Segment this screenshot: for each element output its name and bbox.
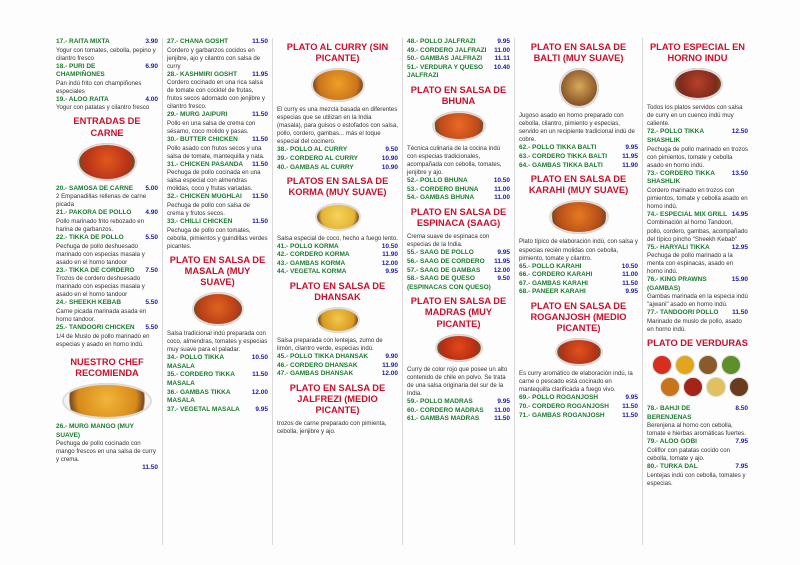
item-price: 12.00 [493,266,510,274]
item-name: 38.- POLLO AL CURRY [277,146,348,154]
item-name: 27.- CHANA GOSHT [167,38,229,45]
menu-item [407,275,510,292]
menu-item [519,263,638,272]
menu-item [407,267,510,276]
item-price: 10.50 [621,262,638,270]
item-name: 59.- POLLO MADRAS [407,397,473,405]
menu-item [407,258,510,267]
menu-column-1 [52,38,162,545]
item-price: 10.90 [381,155,398,163]
item-description: Yogur con tomates, cebolla, pepino y cilantro fresco [56,46,156,62]
item-name: 34.- POLLO TIKKA MASALA [167,354,224,370]
menu-item [277,353,398,362]
menu-item [277,164,398,173]
item-name: 43.- GAMBAS KORMA [277,259,346,267]
item-name: 63.- CORDERO TIKKA BALTI [519,153,608,161]
menu-item [167,389,268,406]
item-price: 9.95 [625,144,638,152]
item-name: 54.- GAMBAS BHUNA [407,194,475,202]
menu-column-3 [272,38,402,545]
section-title: PLATO EN SALSA DE MADRAS (MUY PICANTE) [410,296,507,329]
item-price: 11.90 [382,361,398,369]
item-price: 11.00 [494,185,510,193]
item-price: 5.50 [145,324,158,332]
food-photo-karahi [549,200,609,234]
section-title: PLATO DE VERDURAS [647,338,748,349]
item-name: 28.- KASHMIRI GOSHT [167,70,238,78]
menu-item [647,463,748,488]
item-price: 10.50 [493,177,510,185]
item-name: 44.- VEGETAL KORMA [277,268,347,276]
item-price: 12.50 [731,128,748,136]
item-name: 31.- CHICKEN PASANDA [167,160,244,168]
item-name: 18.- PURI DE CHAMPIÑONES [56,62,105,79]
item-name: 66.- CORDERO KARAHI [519,271,593,279]
item-name: 25.- TANDOORI CHICKEN [56,324,135,332]
menu-item [519,144,638,153]
item-name: 69.- POLLO ROGANJOSH [519,394,599,402]
item-description: Yogur con patatas y cilantro fresco [56,104,150,112]
item-price: 13.50 [731,169,748,177]
item-price: 9.95 [497,38,510,45]
section-title: NUESTRO CHEF RECOMIENDA [70,356,144,378]
spice-bowl [683,377,703,397]
section-title: PLATO EN SALSA DE BALTI (MUY SUAVE) [530,42,627,64]
item-price: 11.00 [622,271,638,279]
food-photo-madras [435,334,483,362]
item-name: 67.- GAMBAS KARAHI [519,279,588,287]
menu-item [167,161,268,194]
section-description: El curry es una mezcla basada en diferentes especias que se utilizan en la India (masala), para guisos o estofados con salsa, pollo, cordero, gambas... más el toque especial del cocinero. [277,106,398,146]
item-price: 11.50 [622,411,638,419]
spice-bowl [698,355,718,375]
item-price: 12.00 [251,388,268,396]
item-price: 11.11 [494,55,510,63]
item-name: 39.- CORDERO AL CURRY [277,155,359,163]
menu-item [277,362,398,371]
section-title: PLATO EN SALSA DE DHANSAK [289,280,386,303]
item-price: 10.50 [381,242,398,250]
section-title: PLATO EN SALSA DE BHUNA [410,84,507,107]
item-description: Carne picada marinada asada en horno tandoor. [56,307,147,324]
item-price: 12.00 [381,370,398,378]
menu-item [277,243,398,252]
item-price: 3.90 [145,38,158,45]
item-name: 20.- SAMOSA DE CARNE [56,184,134,192]
item-description: Pechuga de pollo marinado en trozos con pimientos, tomate y cebolla asado en horno indú. [647,145,748,169]
item-price: 9.50 [385,146,398,154]
section-title: PLATO EN SALSA DE MASALA (MUY SUAVE) [169,254,266,287]
section-description: Crema suave de espinaca con especias de la India. [407,233,490,249]
menu-item [56,324,158,349]
item-description: Pechuga de pollo con salsa de crema y frutos secos. [167,201,251,217]
item-name: 41.- POLLO KORMA [277,242,339,250]
menu-column-4 [402,38,514,545]
menu-item [407,415,510,424]
item-price: 10.50 [251,354,268,362]
section-description: Salsa tradicional indú preparada con coco, almendras, tomates y especias muy suave para el paladar. [167,330,268,354]
item-name: 21.- PAKORA DE POLLO [56,209,132,217]
menu-item [167,111,268,136]
menu-item [647,211,748,244]
item-description: Cordero cocinado en una rica salsa de tomate con cocktel de frutas, frutos secos adornado con jenjibre y cilantro fresco. [167,79,265,111]
item-price: 15.90 [731,276,748,284]
item-name: 56.- SAAG DE CORDERO [407,258,485,266]
menu-item [407,186,510,195]
item-name: 26.- MURG MANGO (MUY SUAVE) [56,423,134,439]
item-description: Pollo asado con frutos secos y una salsa de tomate, mantequilla y nata. [167,144,265,160]
item-name: 62.- POLLO TIKKA BALTI [519,144,597,152]
menu-item [56,63,158,96]
item-price: 4.00 [145,95,158,103]
section-description: Es curry aromático de elaboración indú, la carne o pescado está cocinado en mantequilla clarificada a fuego vivo. [519,370,633,394]
section-description: Jugoso asado en horno preparado con cebolla, cilantro, pimiento y especias, servido en un recipiente tradicional indú de cobre. [519,112,635,144]
item-name: 35.- CORDERO TIKKA MASALA [167,371,235,387]
food-photo-bhuna [432,111,486,141]
section-title: PLATO EN SALSA DE ROGANJOSH (MEDIO PICANTE) [530,300,627,334]
menu-item [519,412,638,421]
menu-item [519,403,638,412]
item-description: Berenjena al horno con cebolla, tomate e hierbas aromáticas fuertes. [647,422,746,438]
menu-item [407,55,510,64]
menu-column-5 [514,38,642,545]
item-price: 11.95 [494,258,510,266]
item-name: 72.- POLLO TIKKA SHASHLIK [647,128,704,144]
item-name: 61.- GAMBAS MADRAS [407,415,480,423]
item-price: 11.50 [252,371,268,379]
item-price: 7.95 [735,438,748,446]
item-price: 11.50 [252,38,268,45]
menu-item [647,276,748,309]
item-price: 11.50 [252,193,268,201]
food-photo-korma [315,203,361,231]
menu-item [519,153,638,162]
item-name: 64.- GAMBAS TIKKA BALTI [519,161,603,169]
item-description: Cordero y garbanzos cocidos en jenjibre, ajo y cilantro con salsa de curry [167,46,261,70]
section-description: Plato típico de elaboración indú, con salsa y especias recién molidas con cebolla, pimiento, tomate y cilantro. [519,238,638,262]
item-name: 19.- ALOO RAITA [56,95,109,103]
section-description: Técnica culinaria de la cocina indú con especias tradicionales, acompañada con cebolla, tomates, jenjibre y ajo. [407,145,502,177]
food-photo-chicken [77,143,137,181]
item-name: 46.- CORDERO DHANSAK [277,361,358,369]
item-name: 37.- VEGETAL MASALA [167,405,240,413]
item-price: 11.00 [494,46,510,54]
item-price: 5.00 [145,184,158,192]
menu-item [56,423,158,473]
menu-item [56,267,158,300]
item-price: 11.50 [252,217,268,225]
menu-item [167,218,268,251]
section-description: Todos los platos servidos con salsa de curry en un cuenco indú muy caliente. [647,104,743,128]
item-price: 7.95 [735,463,748,471]
spice-bowl [660,377,680,397]
item-description: Combinación al horno Tandoori, pollo, cordero, gambas, acompañado del típico pincho "Sheekh Kebab" [647,219,748,243]
section-title: PLATO EN SALSA DE JALFREZI (MEDIO PICANTE) [289,382,386,416]
item-price: 11.50 [252,160,268,168]
menu-item [647,309,748,334]
item-price: 5.50 [145,299,158,307]
item-description: Marinado de muslo de pollo, asado en horno indú. [647,318,742,334]
item-description: Cordero marinado en trozos con pimientos, tomate y cebolla asado en horno indú. [647,186,748,210]
item-name: 36.- GAMBAS TIKKA MASALA [167,388,231,405]
item-price: 8.50 [735,405,748,413]
menu-item [519,394,638,403]
item-name: 49.- CORDERO JALFRAZI [407,46,487,54]
menu-item [277,251,398,260]
menu-item [277,146,398,155]
item-name: 77.- TANDOORI POLLO [647,309,719,317]
item-name: 60.- CORDERO MADRAS [407,406,484,414]
item-name: 22.- TIKKA DE POLLO [56,234,124,242]
item-name: 23.- TIKKA DE CORDERO [56,266,135,274]
item-description: Trozos de cordero deshuesado marinado con especias masala y asado en el horno tandoor [56,275,145,299]
item-description: Gambas marinada en la especia indú "ajwani" asado en horno indú. [647,293,748,309]
menu-item [407,194,510,203]
item-name: 32.- CHICKEN MUGHLAI [167,193,242,201]
item-name: 50.- GAMBAS JALFRAZI [407,55,483,63]
section-title: PLATO AL CURRY (SIN PICANTE) [286,42,389,64]
section-title: PLATO EN SALSA DE KARAHI (MUY SUAVE) [528,174,629,196]
menu-item [519,271,638,280]
menu-item [277,155,398,164]
spice-bowl [729,377,749,397]
menu-item [56,234,158,267]
item-name: 68.- PANEER KARAHI [519,288,586,296]
item-price: 6.90 [145,62,158,70]
item-price: 7.50 [145,266,158,274]
item-price: 11.50 [142,464,158,472]
item-price: 11.50 [494,415,510,423]
menu-item [519,280,638,289]
item-price: 11.95 [622,153,638,161]
item-price: 10.40 [493,63,510,71]
item-price: 11.50 [622,279,638,287]
item-name: 33.- CHILLI CHICKEN [167,217,233,225]
menu-item [277,260,398,269]
menu-item [647,244,748,277]
item-description: 2 Empanadillas rellenas de carne picada [56,193,147,209]
item-name: 70.- CORDERO ROGANJOSH [519,403,609,411]
food-photo-balti [559,68,599,108]
item-name: 57.- SAAG DE GAMBAS [407,266,481,274]
item-description: Pechuga de pollo cocinada en una salsa especial con almendras molidas, coco y frutas variadas. [167,169,261,193]
section-description: Salsa preparada con lentejas, zumo de limón, cilantro verde, especias indú. [277,337,383,353]
section-description: trozos de carne preparado con pimienta, cebolla, jenjibre y ajo. [277,420,387,436]
menu-column-6 [642,38,752,545]
item-price: 11.50 [252,136,268,144]
item-description: Pechuga de pollo deshuesado marinado con especias masala y asado en el horno tandoor [56,242,145,266]
spice-bowl [706,377,726,397]
item-price: 9.95 [255,405,268,413]
item-price: 9.95 [625,288,638,296]
item-price: 11.95 [252,70,268,78]
item-price: 11.00 [494,406,510,414]
menu-item [167,136,268,161]
item-name: 53.- CORDERO BHUNA [407,185,479,193]
menu-item [407,47,510,56]
menu-item [167,354,268,371]
item-name: 30.- BUTTER CHICKEN [167,136,238,144]
item-price: 10.90 [381,163,398,171]
section-title: ENTRADAS DE CARNE [73,116,141,138]
item-name: 51.- VERDURA Y QUESO JALFRAZI [407,63,484,80]
section-description: Salsa especial de coco, hecho a fuego lento. [277,234,398,242]
menu-item [519,162,638,171]
menu-item [56,209,158,234]
menu-item [167,193,268,218]
food-photo-mango-curry [62,383,152,419]
item-price: 14.95 [731,210,748,218]
item-description: Pollo en una salsa de crema con sésamo, coco molido y pasas. [167,119,256,135]
item-name: 76.- KING PRAWNS (GAMBAS) [647,276,707,292]
item-description: Pechuga de pollo con tomates, cebolla, pimientos y guindillas verdes picantes. [167,226,268,250]
item-price: 9.95 [385,268,398,276]
menu-column-2 [162,38,272,545]
menu-item [56,299,158,324]
food-photo-tandoori [673,68,723,100]
item-name: 80.- TURKA DAL [647,463,698,471]
item-price: 12.95 [731,243,748,251]
item-description: Pechuga de pollo cocinado con mango frescos en una salsa de curry y crema. [56,440,156,464]
item-name: 78.- BAHJI DE BERENJENAS [647,405,692,421]
item-price: 9.90 [385,353,398,361]
item-description: Lentejas indú con cebolla, tomates y especias. [647,471,746,487]
item-name: 58.- SAAG DE QUESO (ESPINACAS CON QUESO) [407,275,491,291]
menu-item [407,38,510,47]
item-price: 11.50 [622,403,638,411]
item-price: 9.50 [497,275,510,283]
menu-item [647,128,748,169]
section-title: PLATO EN SALSA DE ESPINACA (SAAG) [410,207,507,229]
item-description: Pollo marinado frito rebozado en harina de garbanzos. [56,218,145,234]
menu-item [56,96,158,113]
item-name: 47.- GAMBAS DHANSAK [277,370,354,378]
item-name: 55.- SAAG DE POLLO [407,249,474,257]
item-name: 52.- POLLO BHUNA [407,177,468,185]
menu-item [277,370,398,379]
menu-item [167,371,268,388]
spice-bowls-photo [652,355,744,399]
item-name: 48.- POLLO JALFRAZI [407,38,476,45]
item-name: 71.- GAMBAS ROGANJOSH [519,411,605,419]
item-name: 45.- POLLO TIKKA DHANSAK [277,353,369,361]
section-description: Curry de color rojo que posee un alto contenido de chile en polvo. Se trata de una salsa originaria del sur de la India. [407,365,508,397]
spice-bowl [675,355,695,375]
item-name: 73.- CORDERO TIKKA SHASHLIK [647,169,715,186]
menu-item [407,64,510,81]
menu-item [167,38,268,71]
menu-item [407,398,510,407]
food-photo-roganjosh [555,338,603,366]
item-price: 5.50 [145,234,158,242]
food-photo-curry [311,68,365,102]
menu-item [647,170,748,211]
item-price: 9.95 [497,397,510,405]
menu-item [519,288,638,297]
menu-item [407,249,510,258]
item-name: 65.- POLLO KARAHI [519,262,582,270]
menu-item [407,407,510,416]
item-price: 9.95 [625,394,638,402]
menu-item [647,438,748,463]
menu-item [56,38,158,63]
item-description: Coliflor con patatas cocido con cebolla, tomate y ajo. [647,447,730,463]
item-price: 9.95 [497,249,510,257]
item-name: 42.- CORDERO KORMA [277,251,350,259]
item-price: 11.90 [382,251,398,259]
item-price: 11.50 [252,111,268,119]
item-name: 24.- SHEEKH KEBAB [56,299,122,307]
food-photo-masala [192,292,244,326]
item-description: 1/4 de Muslo de pollo marinado en especias y asado en horno indú. [56,332,150,348]
item-name: 75.- HARYALI TIKKA [647,243,710,251]
item-description: Pechuga de pollo marinado a la menta con espinacas, asado en horno indú. [647,252,734,276]
food-photo-dhansak [316,307,360,333]
spice-bowl [721,355,741,375]
item-name: 79.- ALOO GOBI [647,438,697,446]
item-price: 11.00 [494,194,510,202]
menu-item [167,71,268,112]
item-price: 12.00 [381,259,398,267]
item-name: 29.- MURG JAIPURI [167,111,228,119]
item-price: 11.90 [622,161,638,169]
section-title: PLATOS EN SALSA DE KORMA (MUY SUAVE) [286,176,389,198]
menu-item [56,185,158,210]
menu-item [647,405,748,438]
menu-item [277,268,398,277]
item-name: 40.- GAMBAS AL CURRY [277,163,354,171]
item-price: 11.50 [732,309,748,317]
spice-bowl [652,355,672,375]
item-description: Pan indú frito con champiñones especiales [56,79,142,95]
section-title: PLATO ESPECIAL EN HORNO INDU [649,42,746,64]
item-name: 74.- ESPECIAL MIX GRILL [647,210,728,218]
item-price: 4.90 [145,209,158,217]
item-name: 17.- RAITA MIXTA [56,38,110,45]
menu-item [407,177,510,186]
menu-item [167,406,268,415]
